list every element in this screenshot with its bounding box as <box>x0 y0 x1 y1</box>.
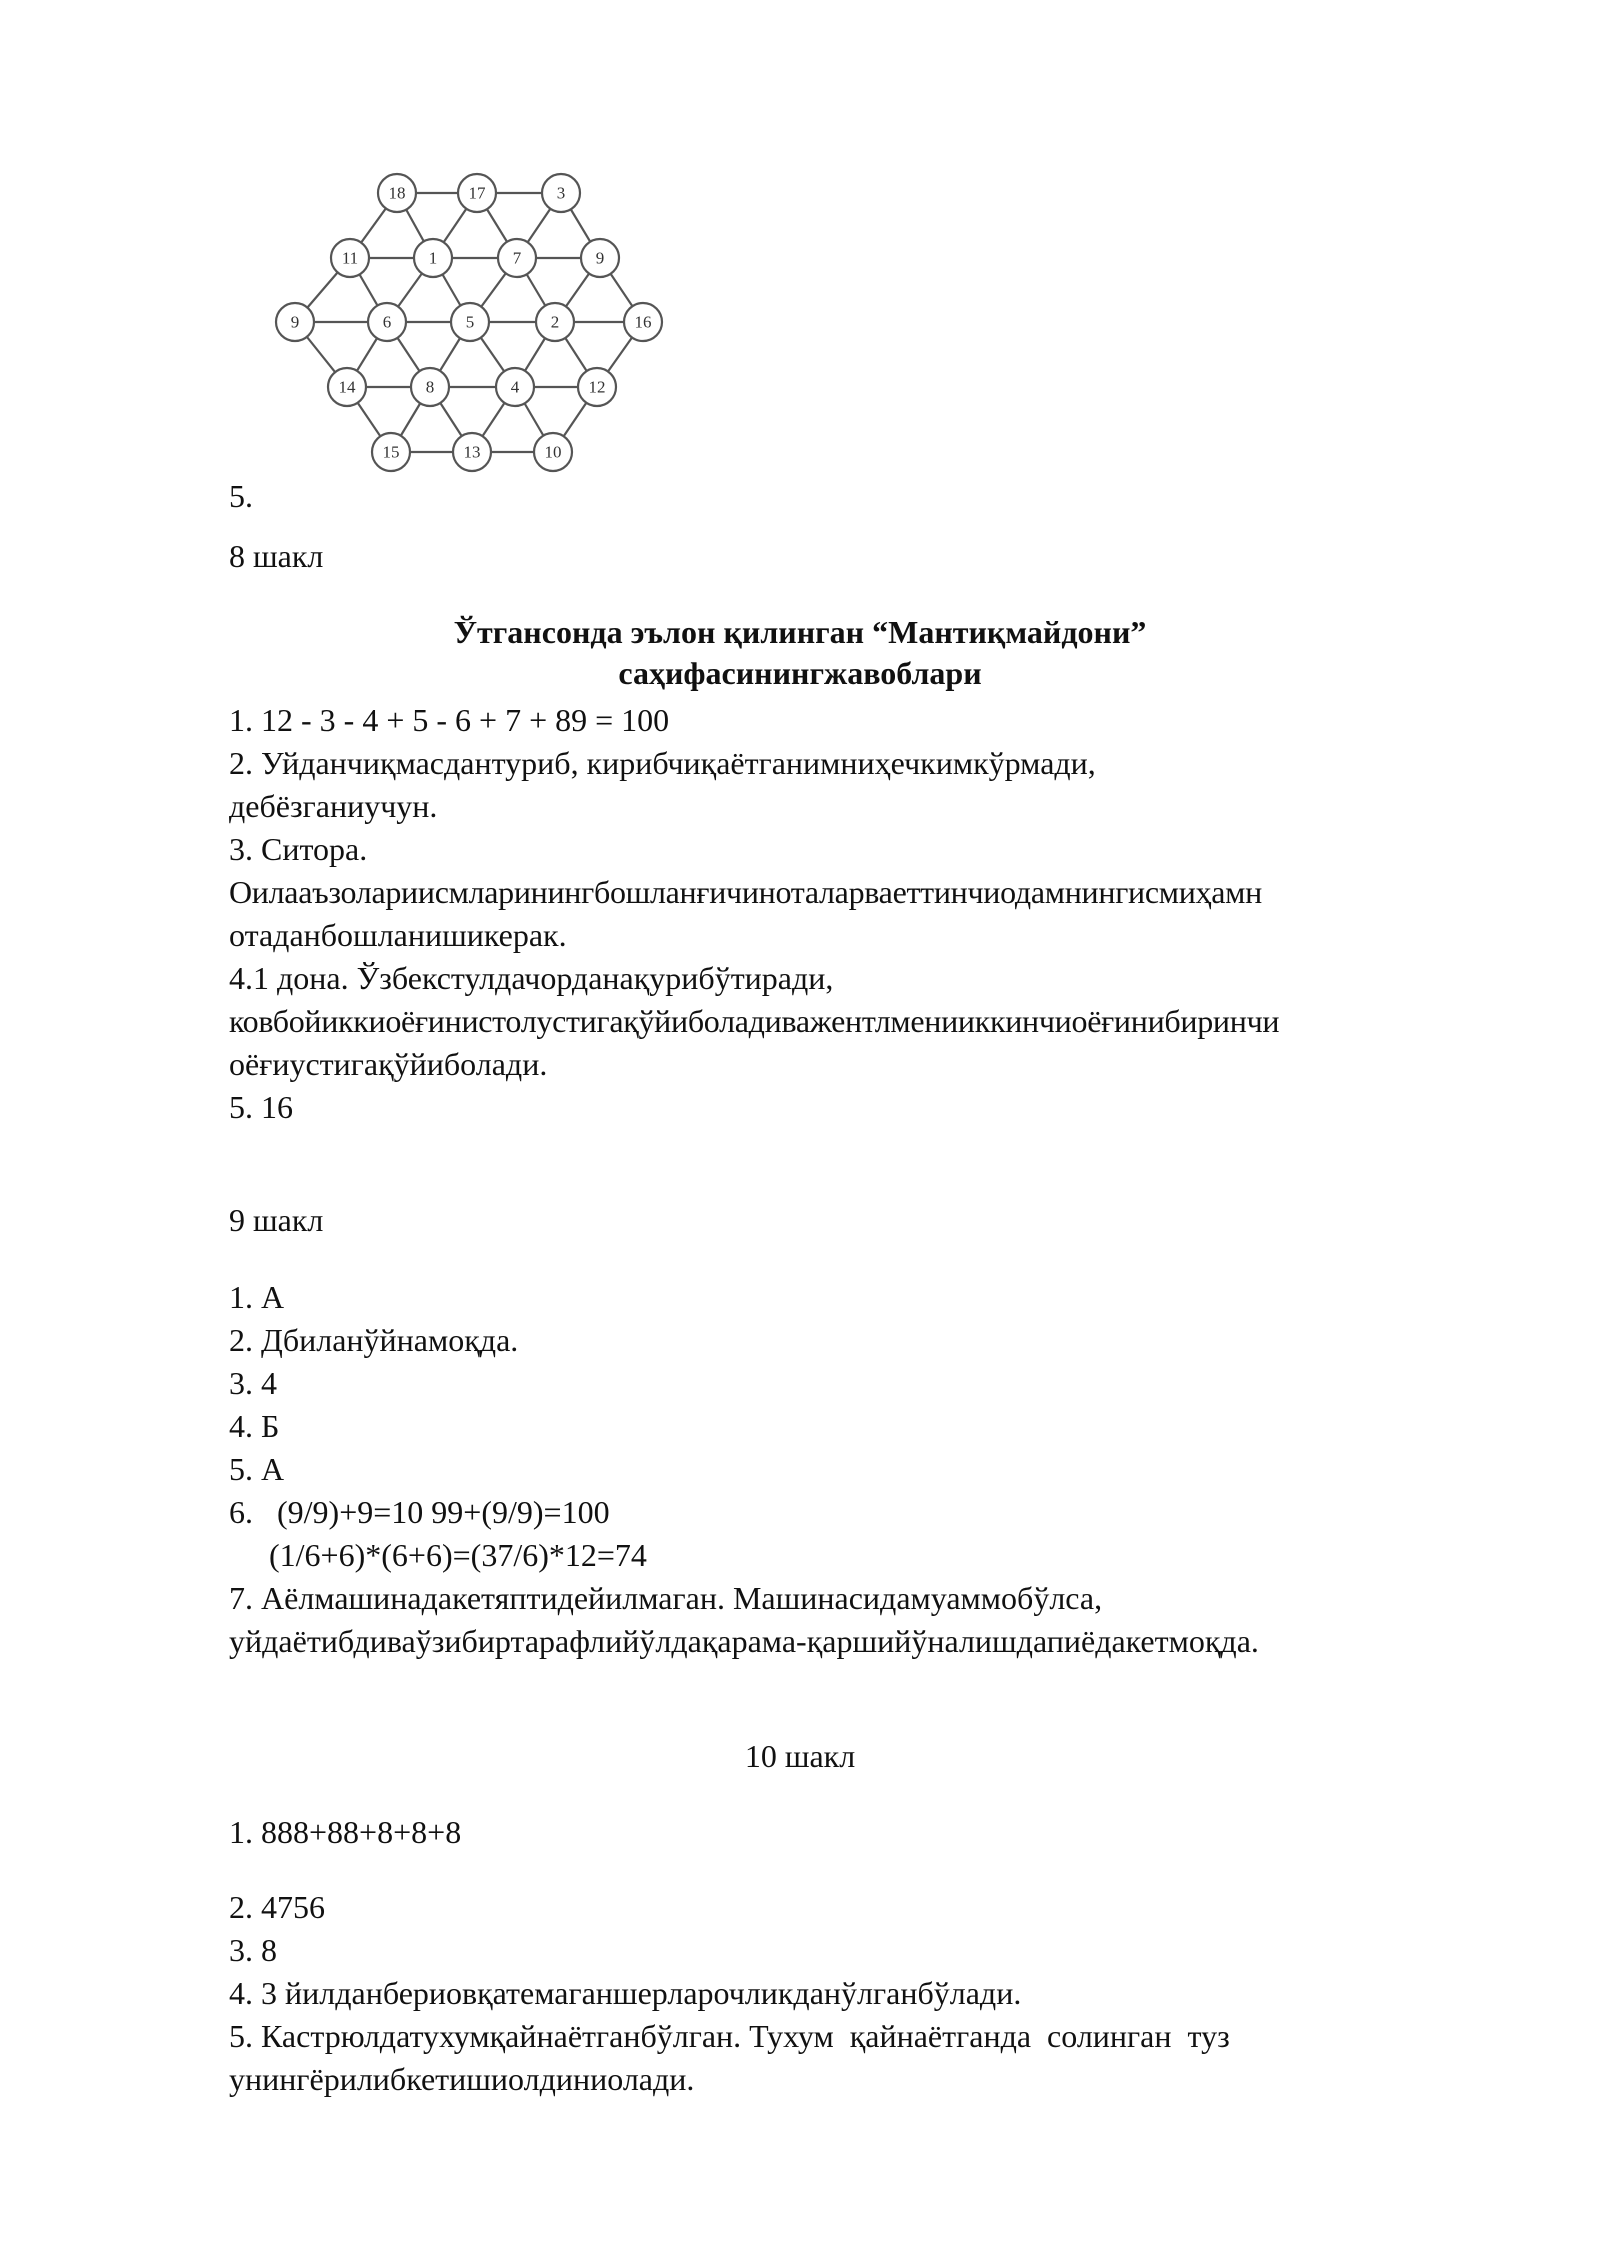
diagram-node <box>378 174 416 212</box>
section-8-line: 2. Уйданчиқмасдантуриб, кирибчиқаётганимниҳечкимкўрмади, <box>229 745 1096 781</box>
diagram-node-label: 13 <box>463 442 481 462</box>
section-10-line: 2. 4756 <box>229 1889 325 1925</box>
section-10-line: 3. 8 <box>229 1932 277 1968</box>
diagram-node-label: 1 <box>428 248 438 268</box>
diagram-node-label: 2 <box>550 312 560 332</box>
section-9-line: 3. 4 <box>229 1365 277 1401</box>
diagram-node <box>414 239 452 277</box>
section-9-heading: 9 шакл <box>229 1202 324 1238</box>
section-9-line: уйдаётибдиваўзибиртарафлийўлдақарама-қаршийўналишдапиёдакетмоқда. <box>229 1623 1259 1659</box>
section-8-line: 5. 16 <box>229 1089 293 1125</box>
diagram-node-label: 18 <box>388 183 406 203</box>
item-5-label: 5. <box>229 478 253 514</box>
diagram-node-label: 9 <box>595 248 605 268</box>
section-10-line: 4. 3 йилданбериовқатемаганшерларочликданўлганбўлади. <box>229 1975 1022 2011</box>
section-8-line: 4.1 дона. Ўзбекстулдачорданақурибўтиради, <box>229 960 834 996</box>
section-8-line: 3. Ситора. <box>229 831 368 867</box>
diagram-node <box>331 239 369 277</box>
diagram-node <box>496 368 534 406</box>
section-10-line: 1. 888+88+8+8+8 <box>229 1814 462 1850</box>
diagram-node <box>542 174 580 212</box>
section-9-line: 5. А <box>229 1451 285 1487</box>
diagram-node <box>411 368 449 406</box>
diagram-node-label: 16 <box>634 312 652 332</box>
diagram-node <box>624 303 662 341</box>
diagram-node <box>451 303 489 341</box>
diagram-node-label: 17 <box>468 183 486 203</box>
diagram-node-label: 3 <box>556 183 566 203</box>
section-9-line: 2. Дбиланўйнамоқда. <box>229 1322 519 1358</box>
diagram-node <box>536 303 574 341</box>
diagram-node-label: 10 <box>544 442 562 462</box>
diagram-node-label: 8 <box>425 377 435 397</box>
section-8-line: дебёзганиучун. <box>229 788 438 824</box>
answers-title-line-1: Ўтгансонда эълон қилинган “Мантиқмайдони” <box>453 614 1147 650</box>
diagram-node <box>368 303 406 341</box>
diagram-node <box>498 239 536 277</box>
section-9-line: 4. Б <box>229 1408 280 1444</box>
diagram-node <box>458 174 496 212</box>
diagram-node-label: 12 <box>588 377 606 397</box>
diagram-node <box>581 239 619 277</box>
diagram-node-label: 14 <box>338 377 356 397</box>
diagram-node <box>372 433 410 471</box>
diagram-node-label: 9 <box>290 312 300 332</box>
section-9-line: 7. Аёлмашинадакетяптидейилмаган. Машинасидамуаммобўлса, <box>229 1580 1103 1616</box>
diagram-node <box>453 433 491 471</box>
section-10-heading: 10 шакл <box>744 1738 856 1774</box>
section-8-line: Оилааъзолариисмларинингбошланғичиноталарваеттинчиодамнингисмиҳамн <box>229 874 1262 910</box>
section-8-line: отаданбошланишикерак. <box>229 917 567 953</box>
section-8-line: 1. 12 - 3 - 4 + 5 - 6 + 7 + 89 = 100 <box>229 702 670 738</box>
diagram-node-label: 15 <box>382 442 400 462</box>
section-10-line: 5. Кастрюлдатухумқайнаётганбўлган. Тухум қайнаётганда солинган туз <box>229 2018 1230 2054</box>
diagram-node-label: 4 <box>510 377 520 397</box>
section-8-heading: 8 шакл <box>229 538 324 574</box>
section-9-line: 6. (9/9)+9=10 99+(9/9)=100 <box>229 1494 610 1530</box>
diagram-node-label: 7 <box>512 248 522 268</box>
diagram-node-label: 5 <box>465 312 475 332</box>
answers-title-line-2: саҳифасинингжавоблари <box>618 655 982 691</box>
diagram-node-label: 6 <box>382 312 392 332</box>
diagram-node <box>578 368 616 406</box>
hexagon-number-grid-diagram <box>265 160 700 500</box>
section-8-line: оёғиустигақўйиболади. <box>229 1046 548 1082</box>
section-8-line: ковбойиккиоёғинистолустигақўйиболадиважентлменииккинчиоёғинибиринчи <box>229 1003 1280 1039</box>
section-10-line: унингёрилибкетишиолдиниолади. <box>229 2061 695 2097</box>
diagram-node <box>276 303 314 341</box>
diagram-node <box>534 433 572 471</box>
diagram-node-label: 11 <box>341 248 359 268</box>
section-9-line: (1/6+6)*(6+6)=(37/6)*12=74 <box>229 1537 647 1573</box>
diagram-node <box>328 368 366 406</box>
section-9-line: 1. А <box>229 1279 285 1315</box>
